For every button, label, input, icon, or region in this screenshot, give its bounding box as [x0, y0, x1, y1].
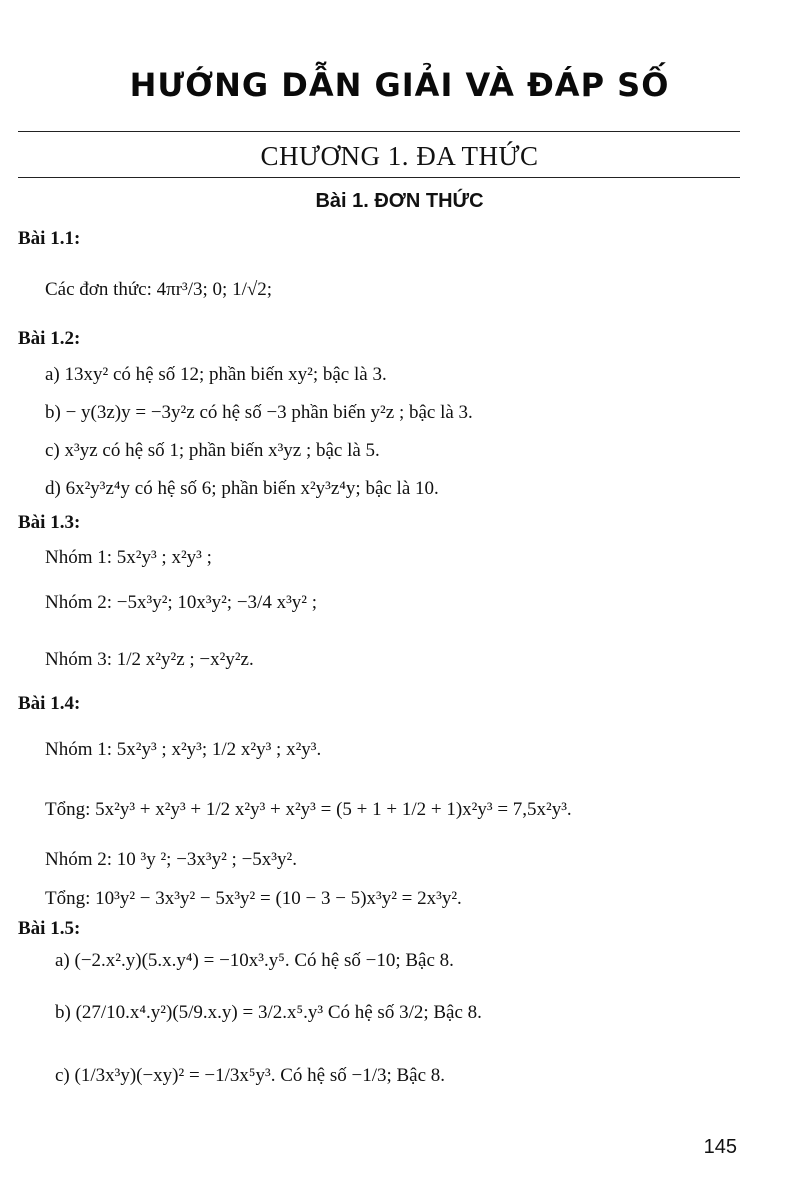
divider-bottom — [18, 177, 740, 178]
exercise-heading: Bài 1.2: — [18, 328, 81, 349]
exercise-line: Nhóm 2: 10 ³y ²; −3x³y² ; −5x³y². — [45, 849, 297, 870]
lesson-title: Bài 1. ĐƠN THỨC — [315, 190, 484, 212]
exercise-line: Nhóm 1: 5x²y³ ; x²y³; 1/2 x²y³ ; x²y³. — [45, 739, 322, 760]
exercise-line: b) − y(3z)y = −3y²z có hệ số −3 phần biến y²z ; bậc là 3. — [45, 402, 473, 423]
exercise-heading: Bài 1.4: — [18, 693, 81, 714]
divider-top — [18, 131, 740, 132]
exercise-heading: Bài 1.1: — [18, 228, 81, 249]
main-title: HƯỚNG DẪN GIẢI VÀ ĐÁP SỐ — [129, 66, 670, 104]
exercise-line: c) (1/3x³y)(−xy)² = −1/3x⁵y³. Có hệ số −1/3; Bậc 8. — [55, 1065, 446, 1086]
exercise-line: Các đơn thức: 4πr³/3; 0; 1/√2; — [45, 279, 273, 300]
exercise-line: a) (−2.x².y)(5.x.y⁴) = −10x³.y⁵. Có hệ số −10; Bậc 8. — [55, 950, 454, 971]
exercise-line: b) (27/10.x⁴.y²)(5/9.x.y) = 3/2.x⁵.y³ Có hệ số 3/2; Bậc 8. — [55, 1002, 482, 1023]
exercise-line: a) 13xy² có hệ số 12; phần biến xy²; bậc là 3. — [45, 364, 387, 385]
exercise-line: d) 6x²y³z⁴y có hệ số 6; phần biến x²y³z⁴y; bậc là 10. — [45, 478, 439, 499]
exercise-line: Tổng: 5x²y³ + x²y³ + 1/2 x²y³ + x²y³ = (5 + 1 + 1/2 + 1)x²y³ = 7,5x²y³. — [45, 799, 572, 820]
exercise-line: Nhóm 3: 1/2 x²y²z ; −x²y²z. — [45, 649, 254, 670]
exercise-heading: Bài 1.3: — [18, 512, 81, 533]
chapter-title: CHƯƠNG 1. ĐA THỨC — [260, 141, 539, 171]
exercise-line: Nhóm 2: −5x³y²; 10x³y²; −3/4 x³y² ; — [45, 592, 318, 613]
exercise-heading: Bài 1.5: — [18, 918, 81, 939]
exercise-line: Nhóm 1: 5x²y³ ; x²y³ ; — [45, 547, 212, 568]
exercise-line: Tổng: 10³y² − 3x³y² − 5x³y² = (10 − 3 − 5)x³y² = 2x³y². — [45, 888, 462, 909]
page-number: 145 — [703, 1136, 737, 1158]
exercise-line: c) x³yz có hệ số 1; phần biến x³yz ; bậc là 5. — [45, 440, 380, 461]
